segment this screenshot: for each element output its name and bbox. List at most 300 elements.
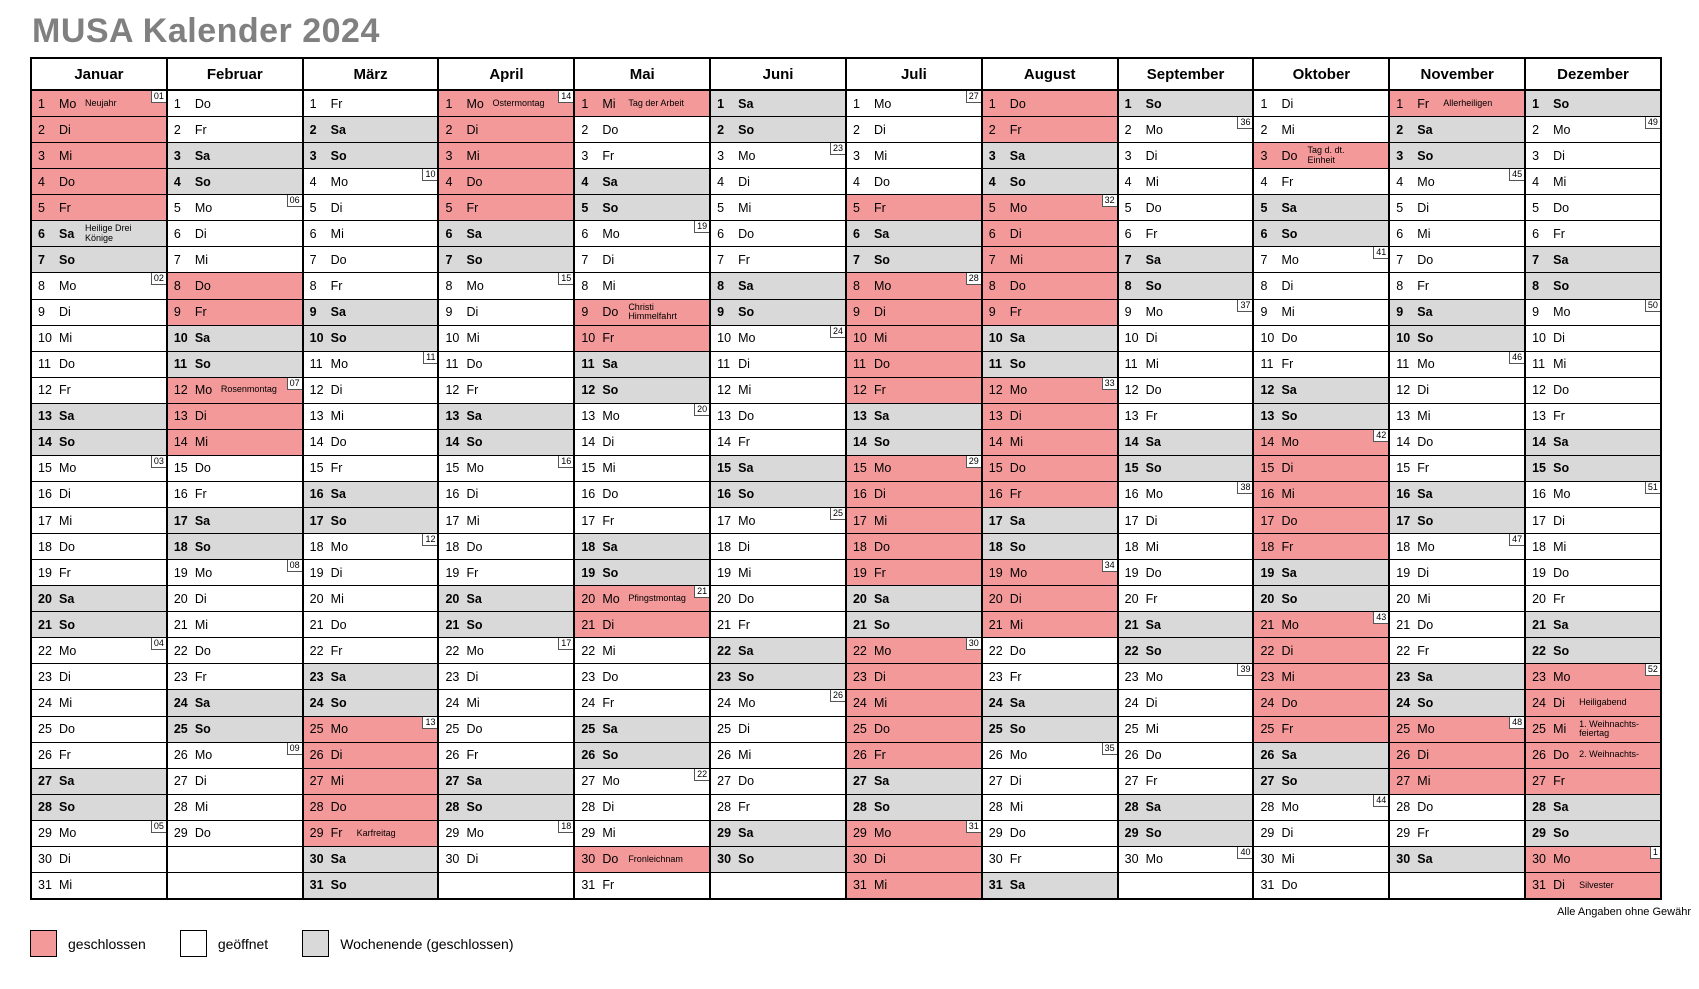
day-cell [1526,326,1660,352]
day-cell [1254,430,1388,456]
day-cell [32,717,166,743]
weekday-abbrev: Do [602,487,619,502]
day-cell [575,221,709,247]
day-number: 18 [445,539,460,554]
day-cell [1390,378,1524,404]
weekday-abbrev: Do [738,774,755,789]
weekday-abbrev: Fr [738,617,750,632]
weekday-abbrev: Mo [873,278,892,293]
day-number: 28 [445,800,460,815]
day-cell [32,456,166,482]
weekday-abbrev: Mo [330,357,349,372]
day-number: 19 [988,565,1003,580]
day-number: 20 [717,591,732,606]
day-number: 6 [445,226,453,241]
day-cell [711,326,845,352]
day-cell [1390,352,1524,378]
day-number: 24 [717,695,732,710]
legend-item-open [180,930,268,957]
day-cell [304,586,438,612]
day-number: 14 [1532,435,1547,450]
day-number: 3 [173,148,181,163]
day-cell [32,273,166,299]
day-number: 15 [309,461,324,476]
day-number: 12 [717,383,732,398]
weekday-abbrev: So [466,252,483,267]
day-cell [168,273,302,299]
day-number: 14 [852,435,867,450]
weekday-abbrev: Di [1009,774,1022,789]
day-number: 5 [1260,200,1268,215]
weekday-abbrev: Do [1553,748,1570,763]
day-cell [847,169,981,195]
weekday-abbrev: Di [466,852,479,867]
day-number: 27 [988,774,1003,789]
day-cell [168,404,302,430]
weekday-abbrev: Do [466,357,483,372]
day-cell [1119,847,1253,873]
day-number: 22 [852,643,867,658]
day-cell [983,404,1117,430]
day-cell [1119,404,1253,430]
day-number: 2 [173,122,181,137]
weekday-abbrev: So [873,435,890,450]
day-number: 13 [581,409,596,424]
weekday-abbrev: So [1281,591,1298,606]
day-number: 9 [1260,305,1268,320]
day-number: 26 [445,748,460,763]
day-cell [575,352,709,378]
day-cell [304,143,438,169]
weekday-abbrev: Di [1417,200,1430,215]
weekday-abbrev: Sa [1281,748,1297,763]
empty-cell [1119,873,1253,898]
weekday-abbrev: Di [194,591,207,606]
day-cell [168,534,302,560]
weekday-abbrev: Do [1553,383,1570,398]
day-number: 2 [309,122,317,137]
day-cell [711,404,845,430]
day-number: 5 [988,200,996,215]
day-number: 23 [1532,669,1547,684]
day-number: 19 [852,565,867,580]
day-number: 4 [1260,174,1268,189]
day-number: 10 [1396,331,1411,346]
day-cell [711,717,845,743]
day-number: 29 [173,826,188,841]
day-number: 18 [1260,539,1275,554]
day-cell [983,117,1117,143]
weekday-abbrev: Sa [602,174,618,189]
weekday-abbrev: Di [59,669,71,684]
day-cell [168,769,302,795]
weekday-abbrev: Mi [1281,852,1295,867]
day-cell [1119,117,1253,143]
day-number: 16 [38,487,52,502]
weekday-abbrev: Mo [873,461,892,476]
day-number: 17 [1532,513,1547,528]
weekday-abbrev: Sa [466,226,482,241]
weekday-abbrev: Fr [1009,487,1022,502]
week-number: 19 [694,221,709,233]
day-number: 24 [1260,695,1275,710]
day-number: 2 [852,122,860,137]
day-cell [168,247,302,273]
weekday-abbrev: Fr [1145,591,1158,606]
day-cell [1390,404,1524,430]
day-cell [1254,717,1388,743]
day-cell [1119,534,1253,560]
day-number: 16 [445,487,460,502]
weekday-abbrev: Mo [194,748,213,763]
weekday-abbrev: Do [1145,200,1162,215]
day-number: 26 [852,748,867,763]
weekday-abbrev: Sa [738,278,754,293]
page-title: MUSA Kalender 2024 [32,12,380,50]
day-cell [711,378,845,404]
day-cell [711,482,845,508]
day-cell [1119,169,1253,195]
weekday-abbrev: Di [466,305,479,320]
day-cell [847,690,981,716]
weekday-abbrev: Mi [466,148,480,163]
day-cell [1526,769,1660,795]
day-cell [1254,821,1388,847]
weekday-abbrev: Do [1145,565,1162,580]
day-number: 24 [173,695,188,710]
week-number: 52 [1645,664,1660,676]
day-number: 25 [717,722,732,737]
weekday-abbrev: Mi [1281,305,1295,320]
weekday-abbrev: Mi [1145,539,1159,554]
day-number: 24 [1396,695,1411,710]
day-cell [304,91,438,117]
weekday-abbrev: Di [873,487,886,502]
weekday-abbrev: Mo [602,774,620,789]
day-cell [847,117,981,143]
weekday-abbrev: So [602,200,619,215]
day-number: 6 [852,226,860,241]
weekday-abbrev: Mo [1281,252,1299,267]
day-number: 11 [445,357,459,372]
weekday-abbrev: So [1417,148,1434,163]
week-number: 50 [1645,300,1660,312]
day-number: 16 [173,487,188,502]
day-number: 7 [1260,252,1268,267]
weekday-abbrev: So [1553,96,1570,111]
day-cell [1254,482,1388,508]
day-cell [1526,456,1660,482]
day-cell [1254,534,1388,560]
day-number: 8 [445,278,453,293]
day-number: 14 [1260,435,1275,450]
day-number: 19 [173,565,188,580]
holiday-label: Neujahr [85,97,117,108]
day-cell [575,117,709,143]
day-number: 5 [852,200,860,215]
day-cell [32,430,166,456]
day-cell [168,586,302,612]
weekday-abbrev: Fr [466,748,479,763]
day-cell [1254,91,1388,117]
day-cell [711,612,845,638]
week-number: 37 [1237,300,1252,312]
day-cell [1526,586,1660,612]
day-number: 4 [445,174,453,189]
day-cell [847,743,981,769]
day-cell [439,743,573,769]
week-number: 26 [830,690,845,702]
weekday-abbrev: Mo [194,200,213,215]
day-number: 3 [309,148,317,163]
weekday-abbrev: So [330,513,347,528]
day-number: 19 [1532,565,1547,580]
weekday-abbrev: Mo [59,278,77,293]
weekday-abbrev: Sa [1417,487,1433,502]
day-cell [304,821,438,847]
day-cell [983,456,1117,482]
day-cell [304,169,438,195]
day-number: 25 [1532,722,1547,737]
day-number: 13 [1260,409,1275,424]
day-cell [32,560,166,586]
week-number: 20 [694,404,709,416]
weekday-abbrev: Mi [1281,669,1295,684]
day-cell [1119,378,1253,404]
day-number: 1 [1396,96,1404,111]
weekday-abbrev: Mi [1417,591,1431,606]
day-number: 7 [852,252,860,267]
day-cell [711,586,845,612]
weekday-abbrev: Do [873,174,890,189]
day-cell [1390,743,1524,769]
day-cell [1390,638,1524,664]
weekday-abbrev: Di [1145,513,1158,528]
weekday-abbrev: Sa [1281,565,1297,580]
weekday-abbrev: So [194,357,211,372]
day-cell [983,873,1117,898]
day-number: 28 [1260,800,1275,815]
holiday-label: Tag d. dt. Einheit [1307,145,1345,165]
day-cell [847,534,981,560]
weekday-abbrev: Fr [602,331,615,346]
day-number: 30 [1396,852,1411,867]
day-cell [847,508,981,534]
weekday-abbrev: Di [738,357,750,372]
day-number: 6 [173,226,181,241]
weekday-abbrev: Mi [1553,722,1567,737]
day-cell [575,638,709,664]
day-number: 18 [988,539,1003,554]
day-number: 4 [988,174,996,189]
day-cell [304,482,438,508]
day-number: 5 [445,200,453,215]
day-cell [1526,847,1660,873]
day-cell [983,508,1117,534]
day-cell [168,430,302,456]
day-cell [711,221,845,247]
weekday-abbrev: Mo [1009,565,1028,580]
weekday-abbrev: Mi [1417,774,1431,789]
weekday-abbrev: Mo [59,826,77,841]
week-number: 47 [1509,534,1524,546]
day-cell [1526,743,1660,769]
weekday-abbrev: Fr [1553,409,1565,424]
day-cell [1119,195,1253,221]
day-number: 15 [173,461,188,476]
day-cell [32,769,166,795]
day-cell [304,560,438,586]
day-number: 13 [1532,409,1547,424]
day-number: 16 [988,487,1003,502]
day-number: 7 [309,252,317,267]
empty-cell [711,873,845,898]
day-cell [1390,221,1524,247]
weekday-abbrev: Di [1009,409,1022,424]
weekday-abbrev: Fr [602,878,615,893]
weekday-abbrev: Fr [194,487,207,502]
weekday-abbrev: Di [1553,878,1565,893]
day-number: 31 [988,878,1003,893]
day-number: 21 [717,617,732,632]
day-number: 9 [445,305,453,320]
day-cell [1526,873,1660,898]
weekday-abbrev: So [59,252,75,267]
weekday-abbrev: Do [602,122,619,137]
weekday-abbrev: Sa [1009,695,1026,710]
day-cell [711,534,845,560]
day-number: 22 [1532,643,1547,658]
weekday-abbrev: Mo [602,409,620,424]
day-cell [304,273,438,299]
day-cell [32,352,166,378]
day-number: 21 [1396,617,1411,632]
week-number: 38 [1237,482,1252,494]
day-number: 29 [1532,826,1547,841]
disclaimer-note: Alle Angaben ohne Gewähr [1557,906,1691,918]
day-cell [575,300,709,326]
day-cell [575,690,709,716]
weekday-abbrev: Di [873,122,886,137]
day-number: 10 [852,331,867,346]
day-number: 15 [988,461,1003,476]
day-cell [1390,612,1524,638]
day-cell [1526,612,1660,638]
day-cell [847,560,981,586]
day-cell [439,664,573,690]
day-number: 6 [38,226,45,241]
legend [30,930,513,957]
month-header: Juli [847,59,981,91]
day-cell [575,143,709,169]
day-number: 20 [38,591,52,606]
weekday-abbrev: Mi [194,252,209,267]
day-cell [439,795,573,821]
weekday-abbrev: Sa [59,226,75,241]
day-number: 23 [852,669,867,684]
day-number: 3 [581,148,589,163]
day-cell [983,769,1117,795]
day-cell [983,847,1117,873]
weekday-abbrev: Do [1553,565,1570,580]
weekday-abbrev: Do [1417,800,1434,815]
weekday-abbrev: Mi [1009,617,1023,632]
day-cell [1526,300,1660,326]
day-cell [439,195,573,221]
day-cell [1254,664,1388,690]
weekday-abbrev: Mo [1553,852,1571,867]
weekday-abbrev: Mo [194,383,213,398]
day-cell [983,91,1117,117]
day-cell [847,143,981,169]
weekday-abbrev: Sa [602,357,618,372]
weekday-abbrev: Di [330,200,343,215]
day-cell [168,221,302,247]
weekday-abbrev: So [1009,174,1026,189]
weekday-abbrev: Do [738,591,755,606]
day-cell [983,717,1117,743]
day-number: 12 [988,383,1003,398]
day-cell [575,378,709,404]
day-cell [168,456,302,482]
weekday-abbrev: Sa [330,669,346,684]
weekday-abbrev: Mi [602,461,616,476]
holiday-label: Allerheiligen [1443,97,1493,108]
weekday-abbrev: Fr [330,278,343,293]
day-number: 22 [173,643,188,658]
day-cell [1390,690,1524,716]
day-cell [304,664,438,690]
day-cell [439,847,573,873]
week-number: 1 [1650,847,1660,859]
day-number: 5 [173,200,181,215]
weekday-abbrev: Fr [330,461,343,476]
weekday-abbrev: Mi [1553,539,1567,554]
weekday-abbrev: Fr [873,383,886,398]
day-cell [32,586,166,612]
week-number: 10 [422,169,437,181]
weekday-abbrev: Mo [466,643,484,658]
day-cell [439,769,573,795]
day-cell [1390,273,1524,299]
day-cell [1390,456,1524,482]
day-cell [1119,273,1253,299]
day-cell [575,821,709,847]
day-number: 28 [988,800,1003,815]
weekday-abbrev: So [602,383,619,398]
day-cell [32,482,166,508]
day-number: 9 [1396,305,1404,320]
day-number: 15 [717,461,732,476]
week-number: 49 [1645,117,1660,129]
weekday-abbrev: Mi [738,200,752,215]
weekday-abbrev: Do [1417,252,1434,267]
week-number: 43 [1373,612,1388,624]
day-number: 16 [1532,487,1547,502]
legend-item-weekend [302,930,513,957]
day-number: 18 [173,539,188,554]
day-cell [1390,117,1524,143]
weekday-abbrev: Fr [873,565,886,580]
day-cell [575,795,709,821]
weekday-abbrev: So [873,617,890,632]
day-number: 11 [38,357,51,372]
day-number: 10 [445,331,460,346]
day-number: 18 [1124,539,1139,554]
weekday-abbrev: Do [602,852,619,867]
weekday-abbrev: Sa [602,722,618,737]
day-number: 14 [988,435,1003,450]
